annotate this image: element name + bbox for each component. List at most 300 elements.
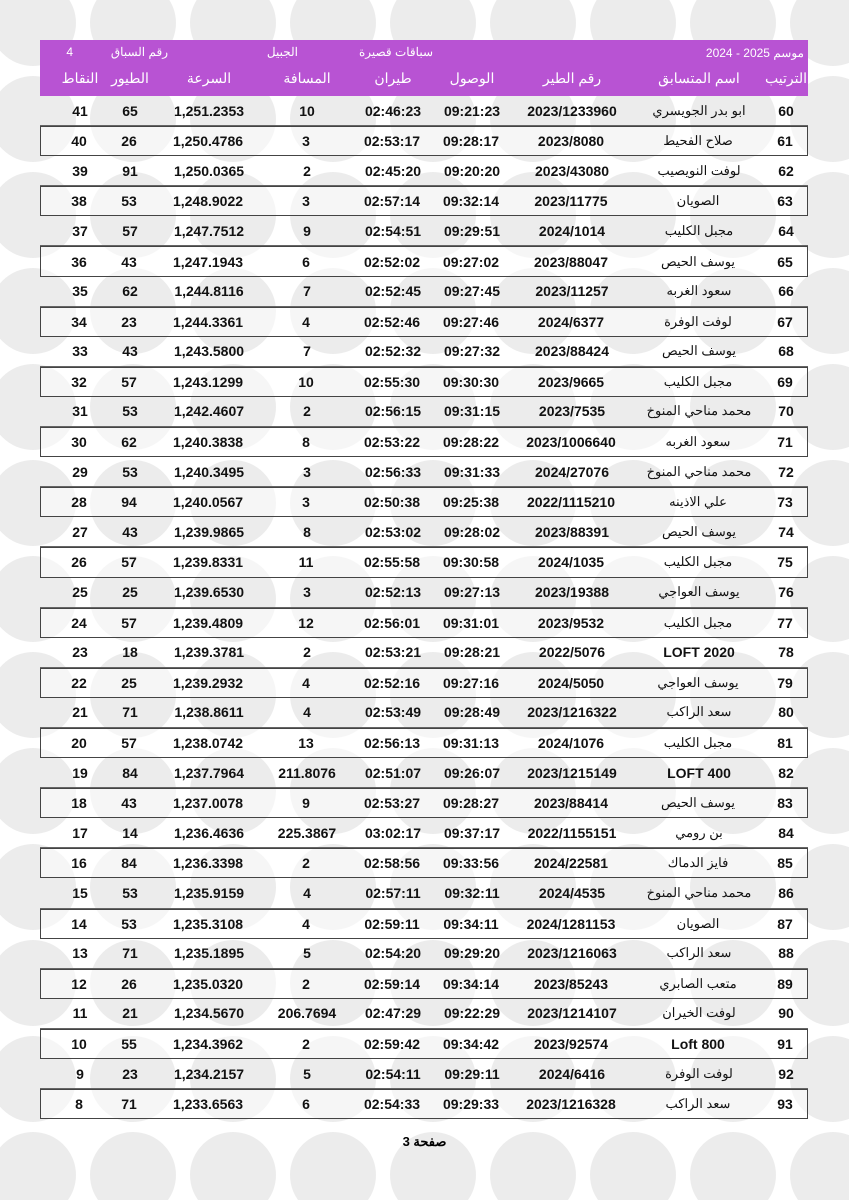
cell-competitor: الصويان bbox=[676, 915, 720, 931]
table-row bbox=[40, 1059, 808, 1089]
table-row bbox=[40, 728, 808, 758]
table-row bbox=[40, 698, 808, 728]
cell-flight: 02:54:11 bbox=[365, 1065, 421, 1082]
cell-birds: 26 bbox=[121, 133, 137, 150]
cell-rank: 76 bbox=[778, 584, 794, 601]
cell-ring: 2024/1281153 bbox=[526, 915, 616, 932]
cell-competitor: سعد الراكب bbox=[666, 945, 732, 961]
cell-arrival: 09:31:15 bbox=[443, 403, 501, 420]
cell-birds: 84 bbox=[122, 764, 138, 781]
cell-ring: 2024/22581 bbox=[534, 855, 608, 872]
cell-arrival: 09:21:23 bbox=[443, 102, 501, 119]
cell-competitor: محمد مناحي المنوخ bbox=[646, 463, 752, 479]
table-row bbox=[40, 999, 808, 1029]
cell-points: 19 bbox=[72, 764, 88, 781]
cell-points: 32 bbox=[71, 373, 87, 390]
cell-birds: 53 bbox=[122, 884, 138, 901]
cell-flight: 02:52:13 bbox=[364, 584, 422, 601]
cell-flight: 02:46:23 bbox=[364, 102, 422, 119]
cell-speed: 1,238.0742 bbox=[172, 735, 244, 752]
cell-competitor: مجبل الكليب bbox=[663, 735, 733, 751]
column-header-speed: السرعة bbox=[186, 70, 232, 86]
cell-points: 24 bbox=[71, 614, 87, 631]
cell-distance: 5 bbox=[303, 1065, 311, 1082]
cell-flight: 02:59:14 bbox=[363, 975, 421, 992]
cell-speed: 1,236.4636 bbox=[173, 824, 245, 841]
cell-speed: 1,248.9022 bbox=[172, 193, 244, 210]
cell-birds: 53 bbox=[121, 915, 137, 932]
cell-birds: 94 bbox=[121, 494, 137, 511]
table-row bbox=[40, 397, 808, 427]
cell-ring: 2023/1216063 bbox=[527, 945, 617, 962]
cell-rank: 61 bbox=[777, 133, 793, 150]
cell-birds: 57 bbox=[121, 554, 137, 571]
cell-speed: 1,234.3962 bbox=[172, 1035, 244, 1052]
cell-ring: 2023/1214107 bbox=[527, 1005, 617, 1022]
cell-arrival: 09:34:11 bbox=[443, 915, 499, 932]
cell-points: 28 bbox=[71, 494, 87, 511]
cell-competitor: مجبل الكليب bbox=[664, 222, 734, 238]
table-row bbox=[40, 337, 808, 367]
cell-birds: 71 bbox=[121, 1096, 137, 1113]
cell-points: 8 bbox=[75, 1096, 83, 1113]
cell-birds: 55 bbox=[121, 1035, 137, 1052]
cell-speed: 1,237.7964 bbox=[173, 764, 245, 781]
cell-ring: 2022/1115210 bbox=[527, 494, 615, 511]
cell-ring: 2022/1155151 bbox=[527, 824, 617, 841]
cell-flight: 02:58:56 bbox=[363, 855, 421, 872]
table-row bbox=[40, 186, 808, 216]
cell-speed: 1,247.7512 bbox=[173, 222, 245, 239]
cell-birds: 21 bbox=[122, 1005, 138, 1022]
table-row bbox=[40, 1089, 808, 1119]
cell-ring: 2023/88047 bbox=[534, 253, 608, 270]
cell-distance: 6 bbox=[302, 253, 310, 270]
cell-speed: 1,236.3398 bbox=[172, 855, 244, 872]
table-row bbox=[40, 246, 808, 276]
table-row bbox=[40, 156, 808, 186]
cell-flight: 02:54:51 bbox=[364, 222, 422, 239]
cell-points: 15 bbox=[72, 884, 88, 901]
cell-distance: 4 bbox=[303, 704, 311, 721]
cell-birds: 91 bbox=[122, 162, 138, 179]
cell-arrival: 09:28:22 bbox=[442, 434, 500, 451]
table-row bbox=[40, 487, 808, 517]
cell-speed: 1,233.6563 bbox=[172, 1096, 244, 1113]
table-row bbox=[40, 277, 808, 307]
cell-arrival: 09:29:20 bbox=[443, 945, 501, 962]
cell-speed: 1,239.2932 bbox=[172, 674, 244, 691]
cell-rank: 87 bbox=[777, 915, 793, 932]
cell-ring: 2023/11775 bbox=[534, 193, 608, 210]
cell-rank: 84 bbox=[778, 824, 794, 841]
cell-points: 20 bbox=[71, 735, 87, 752]
cell-rank: 79 bbox=[777, 674, 793, 691]
cell-rank: 73 bbox=[777, 494, 793, 511]
cell-points: 30 bbox=[71, 434, 87, 451]
cell-rank: 60 bbox=[778, 102, 794, 119]
cell-distance: 4 bbox=[303, 884, 311, 901]
cell-ring: 2023/43080 bbox=[535, 162, 609, 179]
cell-rank: 72 bbox=[778, 463, 794, 480]
cell-arrival: 09:27:46 bbox=[442, 313, 500, 330]
cell-competitor: لوفت الوفرة bbox=[665, 1065, 733, 1081]
cell-birds: 71 bbox=[122, 945, 138, 962]
cell-competitor: سعد الراكب bbox=[666, 704, 732, 720]
column-header-arrival: الوصول bbox=[449, 70, 495, 86]
cell-arrival: 09:27:32 bbox=[443, 343, 501, 360]
cell-competitor: ابو بدر الجويسري bbox=[652, 102, 746, 118]
cell-speed: 1,239.8331 bbox=[172, 554, 244, 571]
cell-points: 16 bbox=[71, 855, 87, 872]
cell-distance: 4 bbox=[302, 915, 310, 932]
cell-arrival: 09:22:29 bbox=[443, 1005, 501, 1022]
cell-birds: 43 bbox=[121, 795, 137, 812]
cell-speed: 1,235.9159 bbox=[173, 884, 245, 901]
cell-arrival: 09:28:17 bbox=[442, 133, 500, 150]
cell-rank: 65 bbox=[777, 253, 793, 270]
cell-speed: 1,243.1299 bbox=[172, 373, 244, 390]
column-header-points: النقاط bbox=[61, 70, 99, 86]
cell-rank: 85 bbox=[777, 855, 793, 872]
cell-distance: 9 bbox=[303, 222, 311, 239]
cell-competitor: LOFT 2020 bbox=[663, 644, 735, 661]
cell-arrival: 09:37:17 bbox=[443, 824, 501, 841]
cell-rank: 71 bbox=[777, 434, 793, 451]
cell-distance: 4 bbox=[302, 674, 310, 691]
cell-flight: 02:53:02 bbox=[364, 523, 422, 540]
cell-competitor: محمد مناحي المنوخ bbox=[646, 403, 752, 419]
table-row bbox=[40, 668, 808, 698]
cell-ring: 2023/1233960 bbox=[527, 102, 617, 119]
cell-ring: 2023/92574 bbox=[534, 1035, 608, 1052]
table-row bbox=[40, 578, 808, 608]
table-row bbox=[40, 848, 808, 878]
cell-distance: 3 bbox=[302, 494, 310, 511]
cell-birds: 25 bbox=[122, 584, 138, 601]
cell-flight: 02:56:15 bbox=[364, 403, 422, 420]
race-type: سباقات قصيرة bbox=[358, 45, 433, 59]
table-row bbox=[40, 307, 808, 337]
cell-ring: 2023/19388 bbox=[535, 584, 609, 601]
cell-distance: 2 bbox=[303, 403, 311, 420]
cell-speed: 1,247.1943 bbox=[172, 253, 244, 270]
cell-points: 13 bbox=[72, 945, 88, 962]
cell-flight: 02:50:38 bbox=[363, 494, 421, 511]
cell-points: 39 bbox=[72, 162, 88, 179]
cell-flight: 02:52:32 bbox=[364, 343, 422, 360]
cell-birds: 62 bbox=[122, 283, 138, 300]
cell-birds: 14 bbox=[122, 824, 138, 841]
cell-flight: 02:52:02 bbox=[363, 253, 421, 270]
table-row bbox=[40, 878, 808, 908]
cell-rank: 74 bbox=[778, 523, 794, 540]
column-header-distance: المسافة bbox=[283, 70, 331, 86]
cell-rank: 66 bbox=[778, 283, 794, 300]
table-row bbox=[40, 96, 808, 126]
cell-arrival: 09:20:20 bbox=[443, 162, 501, 179]
cell-flight: 02:53:17 bbox=[363, 133, 421, 150]
cell-points: 14 bbox=[71, 915, 87, 932]
cell-birds: 53 bbox=[122, 403, 138, 420]
cell-competitor: لوفت الخيران bbox=[662, 1005, 736, 1021]
cell-flight: 02:52:16 bbox=[363, 674, 421, 691]
cell-speed: 1,239.6530 bbox=[173, 584, 245, 601]
cell-flight: 02:52:46 bbox=[363, 313, 421, 330]
cell-speed: 1,244.3361 bbox=[172, 313, 244, 330]
cell-distance: 10 bbox=[299, 102, 315, 119]
table-row bbox=[40, 126, 808, 156]
cell-points: 17 bbox=[72, 824, 88, 841]
cell-competitor: فايز الدماك bbox=[667, 855, 729, 871]
cell-arrival: 09:27:16 bbox=[442, 674, 500, 691]
cell-arrival: 09:31:13 bbox=[442, 735, 500, 752]
cell-competitor: سعود الغربه bbox=[666, 283, 732, 299]
cell-points: 9 bbox=[76, 1065, 84, 1082]
cell-distance: 11 bbox=[298, 554, 314, 571]
cell-arrival: 09:31:33 bbox=[443, 463, 501, 480]
cell-distance: 2 bbox=[303, 644, 311, 661]
cell-birds: 65 bbox=[122, 102, 138, 119]
table-row bbox=[40, 216, 808, 246]
cell-arrival: 09:28:02 bbox=[443, 523, 501, 540]
table-row bbox=[40, 788, 808, 818]
cell-speed: 1,234.2157 bbox=[173, 1065, 245, 1082]
cell-competitor: يوسف الحيص bbox=[660, 795, 736, 811]
cell-ring: 2023/7535 bbox=[538, 403, 606, 420]
season-label: موسم 2025 - 2024 bbox=[705, 46, 804, 60]
cell-arrival: 09:30:30 bbox=[442, 373, 500, 390]
cell-competitor: Loft 800 bbox=[671, 1035, 725, 1052]
cell-arrival: 09:29:51 bbox=[443, 222, 501, 239]
cell-rank: 82 bbox=[778, 764, 794, 781]
cell-ring: 2024/4535 bbox=[538, 884, 606, 901]
cell-points: 26 bbox=[71, 554, 87, 571]
cell-ring: 2023/9665 bbox=[537, 373, 605, 390]
cell-flight: 02:59:42 bbox=[363, 1035, 421, 1052]
cell-rank: 81 bbox=[777, 735, 793, 752]
cell-rank: 88 bbox=[778, 945, 794, 962]
cell-speed: 1,235.0320 bbox=[172, 975, 244, 992]
cell-flight: 02:55:30 bbox=[363, 373, 421, 390]
cell-arrival: 09:28:21 bbox=[443, 644, 501, 661]
cell-competitor: سعود الغربه bbox=[665, 434, 731, 450]
column-header-birds: الطيور bbox=[111, 70, 149, 86]
cell-birds: 57 bbox=[121, 373, 137, 390]
cell-ring: 2024/6416 bbox=[538, 1065, 606, 1082]
cell-speed: 1,240.3838 bbox=[172, 434, 244, 451]
cell-distance: 13 bbox=[298, 735, 314, 752]
cell-points: 23 bbox=[72, 644, 88, 661]
cell-birds: 71 bbox=[122, 704, 138, 721]
cell-ring: 2024/1035 bbox=[537, 554, 605, 571]
cell-birds: 23 bbox=[121, 313, 137, 330]
cell-points: 36 bbox=[71, 253, 87, 270]
cell-arrival: 09:29:11 bbox=[444, 1065, 500, 1082]
cell-speed: 1,244.8116 bbox=[174, 283, 244, 300]
cell-ring: 2023/8080 bbox=[537, 133, 605, 150]
cell-flight: 02:52:45 bbox=[364, 283, 422, 300]
table-row bbox=[40, 457, 808, 487]
cell-points: 29 bbox=[72, 463, 88, 480]
cell-speed: 1,239.4809 bbox=[172, 614, 244, 631]
cell-arrival: 09:27:13 bbox=[443, 584, 501, 601]
cell-flight: 02:54:20 bbox=[364, 945, 422, 962]
cell-arrival: 09:26:07 bbox=[443, 764, 501, 781]
table-row bbox=[40, 758, 808, 788]
cell-flight: 02:53:22 bbox=[363, 434, 421, 451]
cell-competitor: مجبل الكليب bbox=[663, 373, 733, 389]
cell-birds: 53 bbox=[121, 193, 137, 210]
cell-points: 31 bbox=[72, 403, 88, 420]
cell-points: 27 bbox=[72, 523, 88, 540]
cell-rank: 64 bbox=[778, 222, 794, 239]
cell-distance: 7 bbox=[303, 283, 311, 300]
table-row bbox=[40, 427, 808, 457]
cell-flight: 02:45:20 bbox=[364, 162, 422, 179]
table-row bbox=[40, 1029, 808, 1059]
column-header-rank: الترتيب bbox=[765, 70, 807, 86]
cell-speed: 1,235.1895 bbox=[173, 945, 245, 962]
cell-distance: 2 bbox=[302, 1035, 310, 1052]
cell-distance: 2 bbox=[302, 855, 310, 872]
table-row bbox=[40, 909, 808, 939]
cell-distance: 206.7694 bbox=[277, 1005, 337, 1022]
cell-arrival: 09:27:45 bbox=[443, 283, 501, 300]
cell-rank: 92 bbox=[778, 1065, 794, 1082]
table-row bbox=[40, 818, 808, 848]
cell-distance: 4 bbox=[302, 313, 310, 330]
cell-ring: 2024/27076 bbox=[535, 463, 609, 480]
cell-rank: 83 bbox=[777, 795, 793, 812]
cell-points: 40 bbox=[71, 133, 87, 150]
cell-competitor: علي الاذينه bbox=[669, 494, 727, 510]
cell-distance: 3 bbox=[303, 584, 311, 601]
cell-flight: 02:55:58 bbox=[363, 554, 421, 571]
cell-distance: 10 bbox=[298, 373, 314, 390]
cell-speed: 1,243.5800 bbox=[173, 343, 245, 360]
cell-flight: 02:56:33 bbox=[364, 463, 422, 480]
cell-distance: 9 bbox=[302, 795, 310, 812]
cell-birds: 57 bbox=[122, 222, 138, 239]
cell-competitor: الصويان bbox=[676, 193, 720, 209]
cell-competitor: صلاح الفحيط bbox=[663, 133, 733, 149]
cell-flight: 02:53:27 bbox=[363, 795, 421, 812]
cell-rank: 80 bbox=[778, 704, 794, 721]
cell-ring: 2024/1076 bbox=[537, 735, 605, 752]
cell-rank: 67 bbox=[777, 313, 793, 330]
column-header-flight: طيران bbox=[374, 70, 412, 86]
results-table bbox=[40, 40, 808, 1119]
cell-rank: 86 bbox=[778, 884, 794, 901]
cell-arrival: 09:28:49 bbox=[443, 704, 501, 721]
cell-flight: 02:56:01 bbox=[363, 614, 421, 631]
cell-competitor: يوسف العواجي bbox=[658, 584, 740, 600]
cell-birds: 18 bbox=[122, 644, 138, 661]
cell-points: 37 bbox=[72, 222, 88, 239]
cell-points: 12 bbox=[71, 975, 87, 992]
cell-birds: 57 bbox=[121, 735, 137, 752]
cell-ring: 2023/88414 bbox=[534, 795, 608, 812]
cell-rank: 77 bbox=[777, 614, 793, 631]
cell-arrival: 09:32:11 bbox=[444, 884, 500, 901]
cell-ring: 2024/1014 bbox=[538, 222, 606, 239]
cell-distance: 2 bbox=[303, 162, 311, 179]
cell-competitor: يوسف الحيص bbox=[661, 523, 737, 539]
cell-rank: 68 bbox=[778, 343, 794, 360]
page-number: صفحة 3 bbox=[402, 1134, 447, 1149]
cell-birds: 25 bbox=[121, 674, 137, 691]
cell-ring: 2023/11257 bbox=[535, 283, 609, 300]
cell-distance: 225.3867 bbox=[277, 824, 337, 841]
cell-distance: 5 bbox=[303, 945, 311, 962]
cell-distance: 12 bbox=[298, 614, 314, 631]
cell-distance: 211.8076 bbox=[278, 764, 336, 781]
cell-rank: 78 bbox=[778, 644, 794, 661]
cell-competitor: يوسف العواجي bbox=[657, 674, 739, 690]
cell-competitor: لوفت النويصيب bbox=[657, 162, 741, 178]
cell-birds: 57 bbox=[121, 614, 137, 631]
cell-rank: 69 bbox=[777, 373, 793, 390]
cell-points: 10 bbox=[71, 1035, 87, 1052]
cell-ring: 2023/1006640 bbox=[526, 434, 616, 451]
location: الجبيل bbox=[266, 45, 298, 59]
cell-ring: 2023/9532 bbox=[537, 614, 605, 631]
cell-rank: 89 bbox=[777, 975, 793, 992]
column-header-ring: رقم الطير bbox=[542, 70, 602, 86]
cell-competitor: يوسف الحيص bbox=[660, 253, 736, 269]
table-row bbox=[40, 969, 808, 999]
cell-competitor: محمد مناحي المنوخ bbox=[646, 884, 752, 900]
cell-arrival: 09:30:58 bbox=[442, 554, 500, 571]
cell-speed: 1,250.0365 bbox=[173, 162, 245, 179]
cell-flight: 02:51:07 bbox=[364, 764, 422, 781]
cell-points: 25 bbox=[72, 584, 88, 601]
cell-speed: 1,235.3108 bbox=[172, 915, 244, 932]
cell-competitor: متعب الصابري bbox=[659, 975, 737, 991]
cell-distance: 2 bbox=[302, 975, 310, 992]
cell-points: 21 bbox=[72, 704, 88, 721]
cell-birds: 23 bbox=[122, 1065, 138, 1082]
table-header bbox=[40, 40, 808, 96]
cell-arrival: 09:31:01 bbox=[442, 614, 500, 631]
cell-distance: 6 bbox=[302, 1096, 310, 1113]
cell-arrival: 09:28:27 bbox=[442, 795, 500, 812]
cell-rank: 63 bbox=[777, 193, 793, 210]
cell-distance: 8 bbox=[302, 434, 310, 451]
cell-ring: 2023/1216322 bbox=[527, 704, 617, 721]
cell-ring: 2023/1216328 bbox=[526, 1096, 616, 1113]
table-row bbox=[40, 367, 808, 397]
cell-distance: 7 bbox=[303, 343, 311, 360]
cell-birds: 84 bbox=[121, 855, 137, 872]
cell-competitor: مجبل الكليب bbox=[663, 554, 733, 570]
cell-ring: 2023/88424 bbox=[535, 343, 609, 360]
cell-competitor: يوسف الحيص bbox=[661, 343, 737, 359]
table-body bbox=[40, 96, 808, 1119]
cell-ring: 2022/5076 bbox=[538, 644, 606, 661]
cell-speed: 1,242.4607 bbox=[173, 403, 245, 420]
table-row bbox=[40, 638, 808, 668]
cell-speed: 1,238.8611 bbox=[174, 704, 244, 721]
cell-points: 34 bbox=[71, 313, 87, 330]
cell-birds: 43 bbox=[121, 253, 137, 270]
cell-speed: 1,237.0078 bbox=[172, 795, 244, 812]
cell-birds: 53 bbox=[122, 463, 138, 480]
cell-speed: 1,234.5670 bbox=[173, 1005, 245, 1022]
cell-competitor: LOFT 400 bbox=[667, 764, 731, 781]
cell-flight: 02:53:21 bbox=[364, 644, 422, 661]
